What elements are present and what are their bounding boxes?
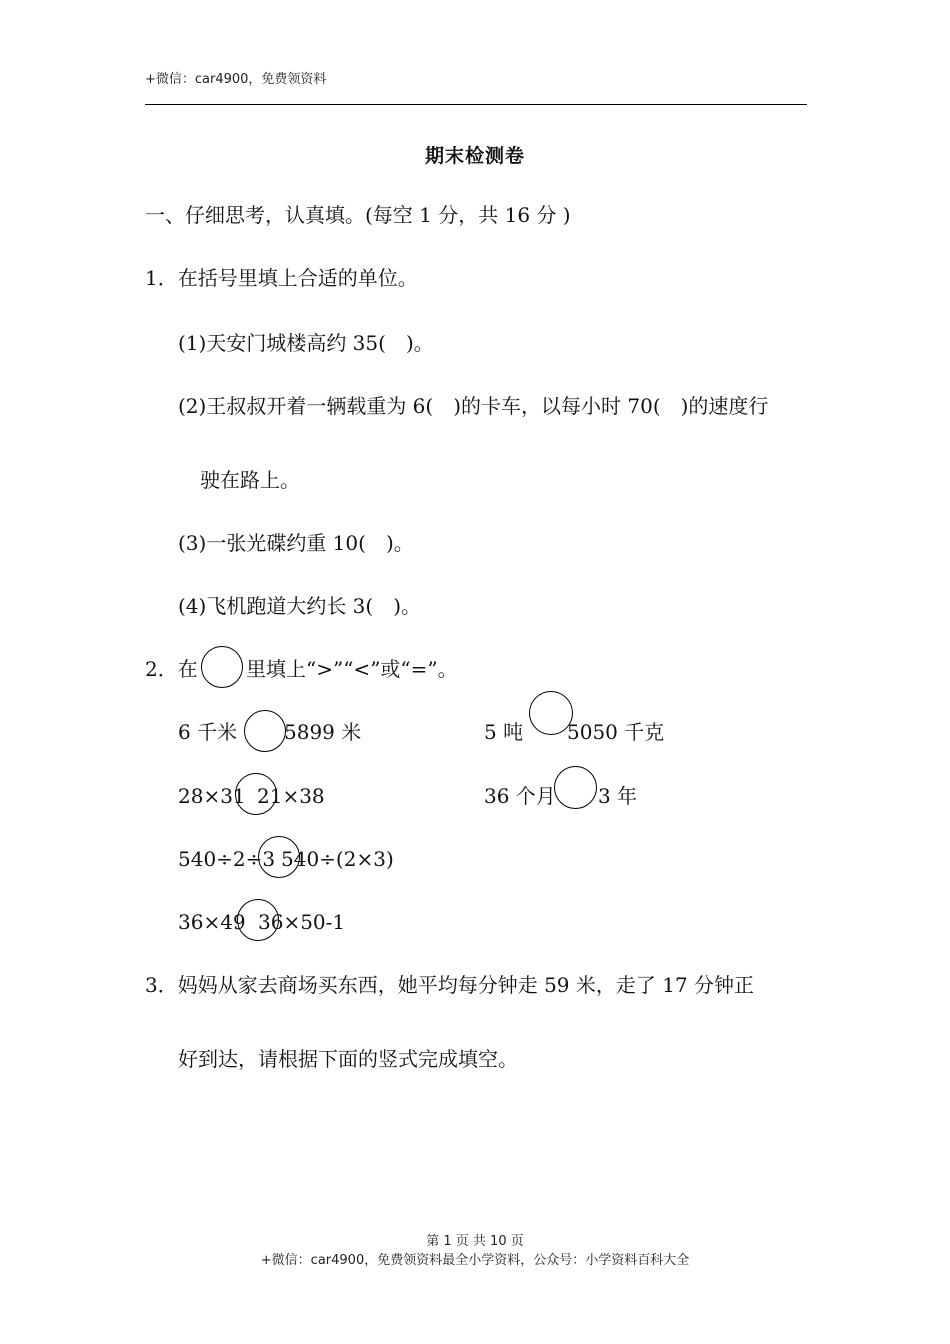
- q1-item-1: (1)天安门城楼高约 35( )。: [178, 331, 434, 355]
- footer-page-number: 第 1 页 共 10 页: [426, 1234, 524, 1249]
- q1-item-2-cont: 驶在路上。: [200, 468, 300, 492]
- q1-item-3: (3)一张光碟约重 10( )。: [178, 531, 414, 555]
- q2-left-2-b: 21×38: [257, 784, 325, 808]
- footer-note: +微信：car4900，免费领资料最全小学资料，公众号：小学资料百科大全: [260, 1253, 690, 1268]
- q3-line-2: 好到达，请根据下面的竖式完成填空。: [178, 1047, 518, 1071]
- q2-left-1-a: 6 千米: [178, 720, 238, 744]
- q2-right-1-a: 5 吨: [484, 720, 524, 744]
- q2-right-2-b: 3 年: [598, 784, 638, 808]
- q2-right-2-a: 36 个月: [484, 784, 556, 808]
- q2-left-3-b: 540÷(2×3): [281, 847, 394, 871]
- q2-prompt-after: 里填上“>”“<”或“=”。: [246, 657, 458, 681]
- page-title: 期末检测卷: [424, 145, 525, 167]
- section-heading: 一、仔细思考，认真填。(每空 1 分，共 16 分 ): [145, 203, 571, 227]
- q2-left-2-a: 28×31: [178, 784, 246, 808]
- q2-prompt-before: 2．在: [145, 657, 198, 681]
- q1-item-2: (2)王叔叔开着一辆载重为 6( )的卡车，以每小时 70( )的速度行: [178, 394, 769, 418]
- q2-left-1-b: 5899 米: [284, 720, 362, 744]
- q3-line-1: 3．妈妈从家去商场买东西，她平均每分钟走 59 米，走了 17 分钟正: [145, 973, 755, 997]
- q2-answer-circle[interactable]: [244, 710, 286, 752]
- header-note: +微信：car4900，免费领资料: [145, 72, 327, 87]
- q2-right-1-b: 5050 千克: [567, 720, 665, 744]
- q2-answer-circle[interactable]: [554, 766, 597, 809]
- q2-prompt-circle: [201, 646, 243, 688]
- q1-prompt: 1．在括号里填上合适的单位。: [145, 266, 418, 290]
- header-rule: [145, 104, 807, 105]
- q1-item-4: (4)飞机跑道大约长 3( )。: [178, 594, 422, 618]
- q2-left-4-a: 36×49: [178, 910, 246, 934]
- q2-left-3-a: 540÷2÷3: [178, 847, 276, 871]
- q2-left-4-b: 36×50-1: [258, 910, 346, 934]
